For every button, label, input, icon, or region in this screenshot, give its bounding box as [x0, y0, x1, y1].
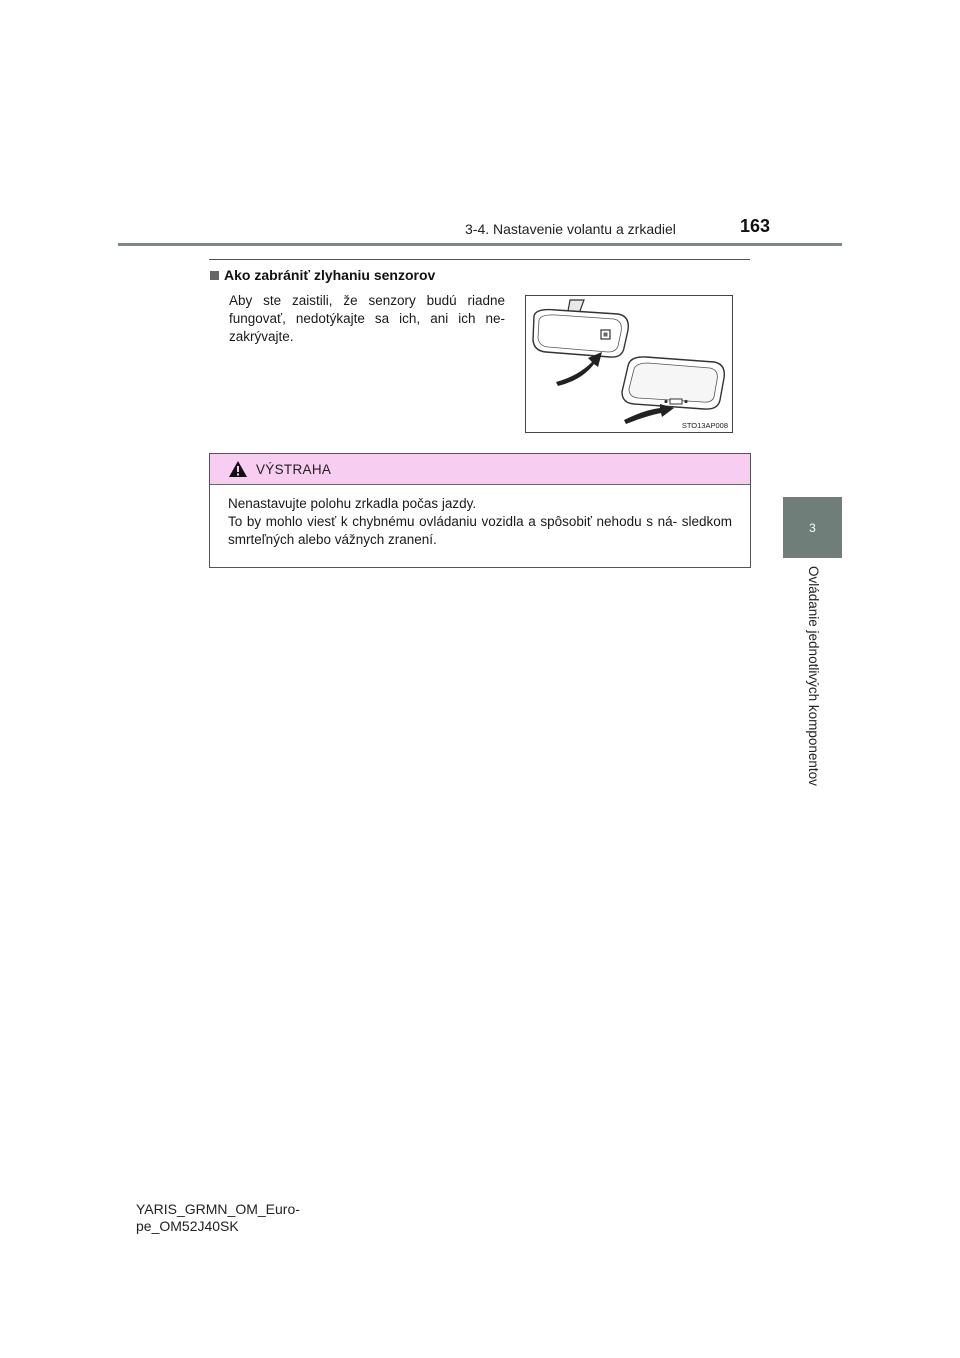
section-rule — [209, 259, 750, 260]
footer-line1: YARIS_GRMN_OM_Euro- — [136, 1201, 300, 1217]
footer-line2: pe_OM52J40SK — [136, 1218, 239, 1234]
square-bullet-icon — [210, 271, 219, 280]
warning-header — [210, 454, 750, 485]
chapter-side-title: Ovládanie jednotlivých komponentov — [806, 566, 821, 786]
section-heading-text: Ako zabrániť zlyhaniu senzorov — [224, 267, 436, 283]
section-heading — [210, 267, 435, 283]
warning-title: VÝSTRAHA — [256, 461, 332, 477]
warning-text-line2: To by mohlo viesť k chybnému ovládaniu vozidla a spôsobiť nehodu s ná- sledkom smrteľných alebo vážnych zranení. — [228, 514, 732, 547]
section-body-text: Aby ste zaistili, že senzory budú riadne fungovať, nedotýkajte sa ich, ani ich ne- zakrývajte. — [229, 293, 505, 344]
warning-text-line1: Nenastavujte polohu zrkadla počas jazdy. — [228, 496, 477, 511]
arrow-pointer-icon — [624, 404, 674, 424]
warning-triangle-icon — [228, 460, 248, 478]
rearview-mirror-illustration — [526, 296, 732, 432]
figure-code: STO13AP008 — [681, 421, 728, 430]
header-section-title: 3-4. Nastavenie volantu a zrkadiel — [465, 221, 676, 237]
mirror-sensor-figure — [525, 295, 733, 433]
warning-box — [209, 453, 751, 568]
footer-document-id — [136, 1201, 300, 1235]
chapter-tab — [783, 497, 842, 558]
page-number: 163 — [740, 216, 771, 236]
chapter-number: 3 — [809, 520, 816, 535]
header-rule — [118, 243, 842, 246]
warning-body — [210, 485, 750, 549]
arrow-pointer-icon — [556, 352, 602, 386]
